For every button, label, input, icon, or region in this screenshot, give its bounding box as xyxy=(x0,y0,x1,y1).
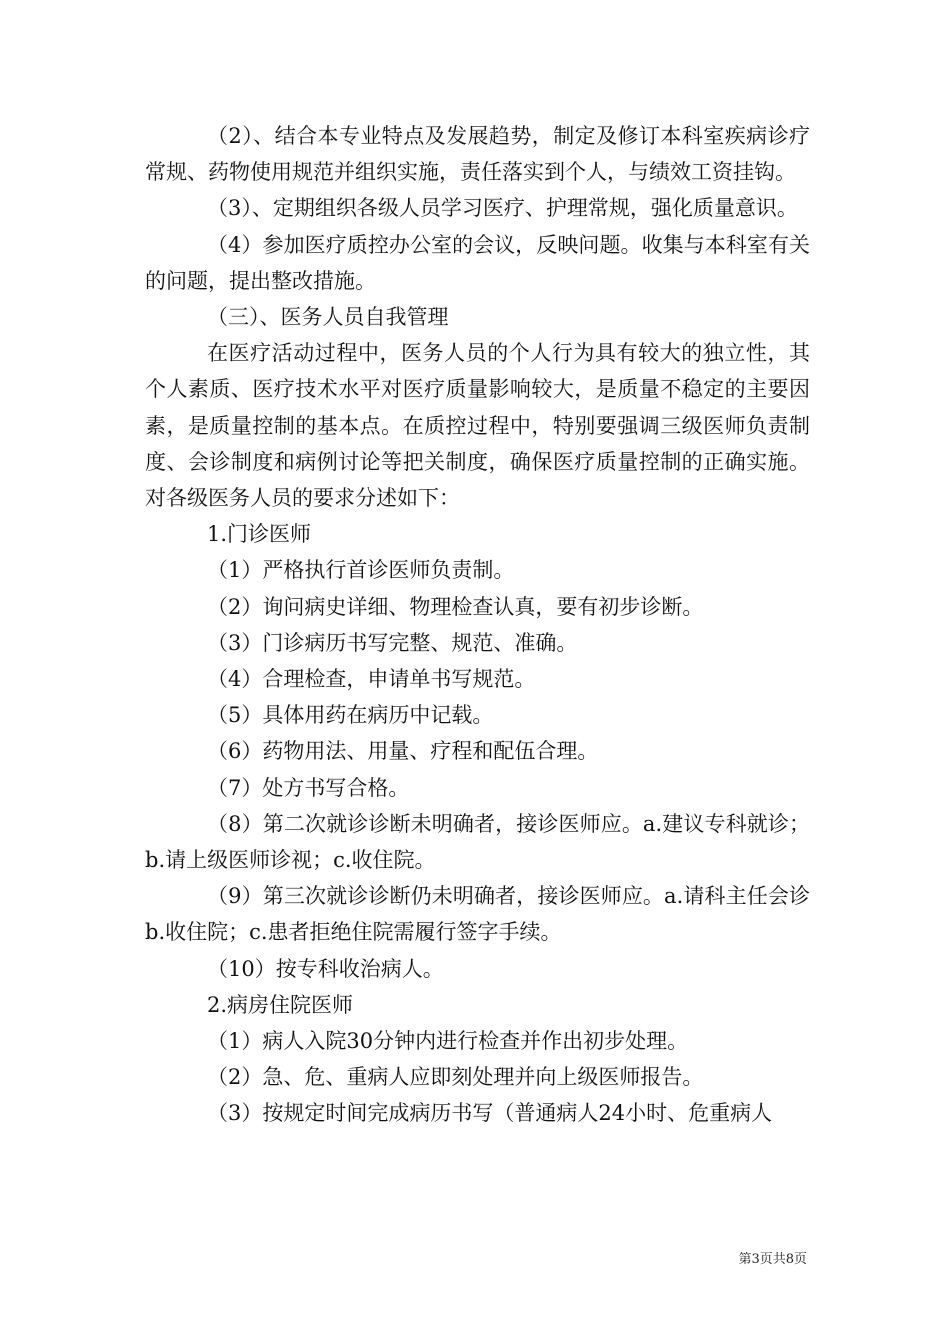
list-item: （1）严格执行首诊医师负责制。 xyxy=(207,558,515,583)
paragraph: （3）、定期组织各级人员学习医疗、护理常规，强化质量意识。 xyxy=(207,196,798,221)
paragraph: （2）、结合本专业特点及发展趋势，制定及修订本科室疾病诊疗常规、药物使用规范并组织实施，责任落实到个人，与绩效工资挂钩。 xyxy=(145,124,810,185)
list-item: （10）按专科收治病人。 xyxy=(207,956,444,981)
document-body xyxy=(145,118,810,1132)
list-item: （3）门诊病历书写完整、规范、准确。 xyxy=(207,630,578,655)
paragraph: 在医疗活动过程中，医务人员的个人行为具有较大的独立性，其个人素质、医疗技术水平对医疗质量影响较大，是质量不稳定的主要因素，是质量控制的基本点。在质控过程中，特别要强调三级医师负责制度、会诊制度和病例讨论等把关制度，确保医疗质量控制的正确实施。对各级医务人员的要求分述如下： xyxy=(145,341,810,511)
list-item: （6）药物用法、用量、疗程和配伍合理。 xyxy=(207,739,599,764)
section-heading: （三）、医务人员自我管理 xyxy=(207,305,449,330)
paragraph: （4）参加医疗质控办公室的会议，反映问题。收集与本科室有关的问题，提出整改措施。 xyxy=(145,232,810,293)
list-item: （4）合理检查，申请单书写规范。 xyxy=(207,667,536,692)
list-item: （2）急、危、重病人应即刻处理并向上级医师报告。 xyxy=(207,1065,704,1090)
list-item: （2）询问病史详细、物理检查认真，要有初步诊断。 xyxy=(207,594,704,619)
subsection-heading: 1.门诊医师 xyxy=(207,522,312,547)
page-number: 第3页共8页 xyxy=(738,1252,807,1267)
list-item: （9）第三次就诊诊断仍未明确者，接诊医师应。a.请科主任会诊b.收住院；c.患者拒绝住院需履行签字手续。 xyxy=(145,884,810,945)
list-item: （5）具体用药在病历中记载。 xyxy=(207,703,494,728)
list-item: （8）第二次就诊诊断未明确者，接诊医师应。a.建议专科就诊；b.请上级医师诊视；c.收住院。 xyxy=(145,811,810,873)
list-item: （1）病人入院30分钟内进行检查并作出初步处理。 xyxy=(207,1029,689,1054)
list-item: （3）按规定时间完成病历书写（普通病人24小时、危重病人 xyxy=(207,1101,773,1126)
subsection-heading: 2.病房住院医师 xyxy=(207,992,354,1017)
list-item: （7）处方书写合格。 xyxy=(207,775,410,800)
